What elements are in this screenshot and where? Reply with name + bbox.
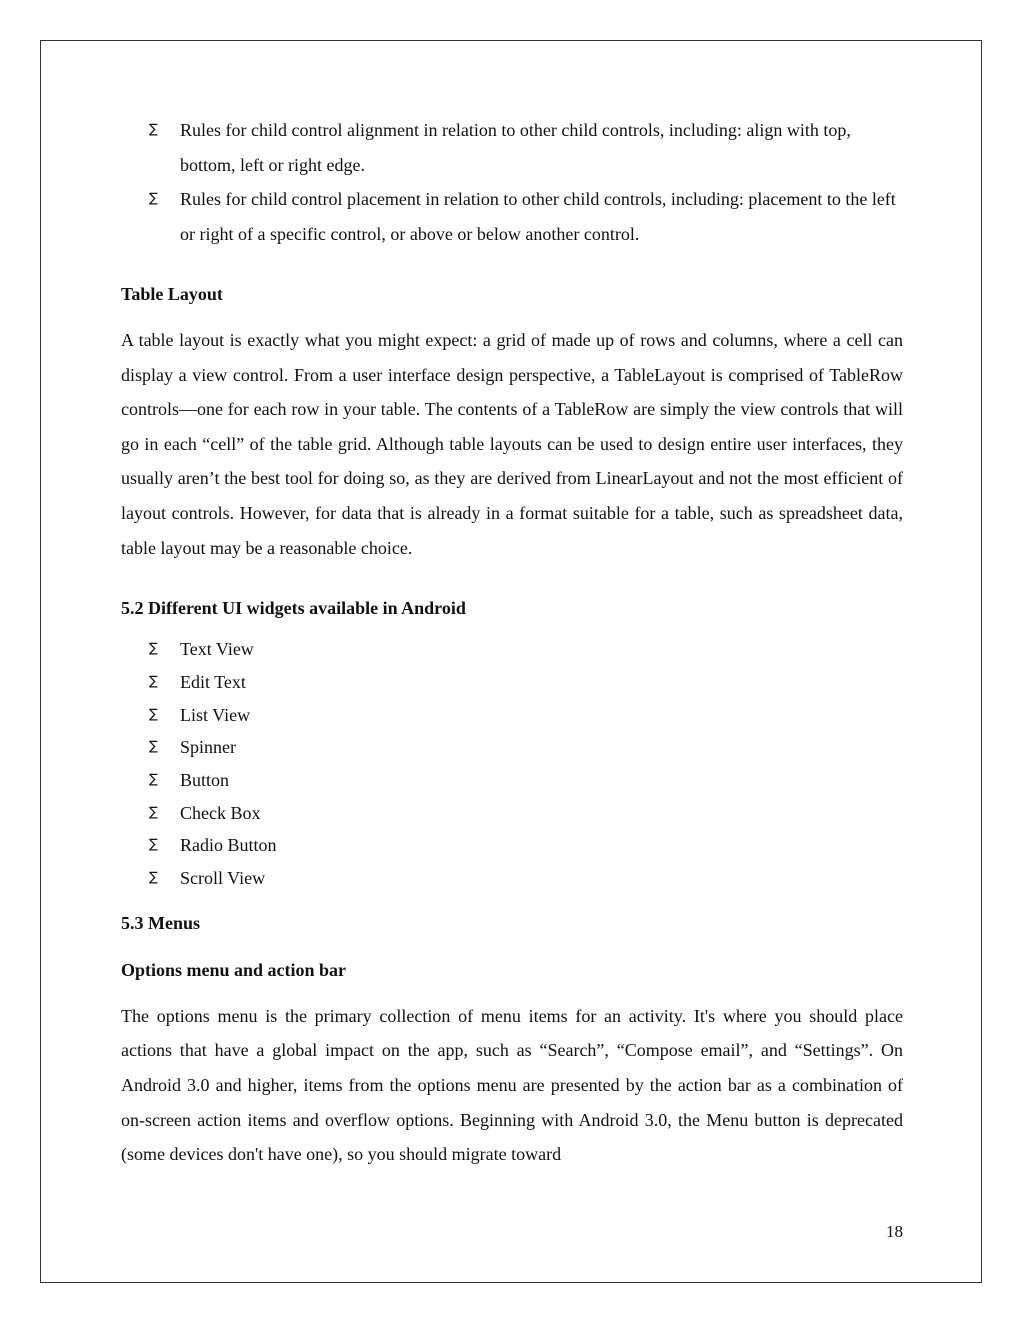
list-item-text: Check Box xyxy=(180,802,261,823)
section-heading-menus: 5.3 Menus xyxy=(121,912,201,933)
list-item xyxy=(121,764,903,797)
list-item xyxy=(121,633,903,666)
section-heading-table-layout: Table Layout xyxy=(121,284,223,304)
list-item xyxy=(121,862,903,895)
options-menu-paragraph: The options menu is the primary collection of menu items for an activity. It's where you should place actions that have a global impact on the app, such as “Search”, “Compose email”, and “Settings”. On Android 3.0 and higher, items from the options menu are presented by the action bar as a combination of on-screen action items and overflow options. Beginning with Android 3.0, the Menu button is deprecated (some devices don't have one), so you should migrate toward xyxy=(121,1005,903,1165)
list-item xyxy=(121,699,903,732)
list-item-text: Scroll View xyxy=(180,868,266,889)
sigma-bullet-icon: ∑ xyxy=(149,641,158,657)
section-heading-ui-widgets: 5.2 Different UI widgets available in Android xyxy=(121,598,466,619)
sigma-bullet-icon: ∑ xyxy=(149,673,158,689)
sigma-bullet-icon: ∑ xyxy=(149,771,158,787)
document-body xyxy=(121,113,903,1172)
table-layout-paragraph: A table layout is exactly what you might expect: a grid of made up of rows and columns, where a cell can display a view control. From a user interface design perspective, a TableLayout is comprised of TableRow controls—one for each row in your table. The contents of a TableRow are simply the view controls that will go in each “cell” of the table grid. Although table layouts can be used to design entire user interfaces, they usually aren’t the best tool for doing so, as they are derived from LinearLayout and not the most efficient of layout controls. However, for data that is already in a format suitable for a table, such as spreadsheet data, table layout may be a reasonable choice. xyxy=(121,330,903,558)
list-item-text: List View xyxy=(180,704,251,725)
page-number: 18 xyxy=(886,1222,903,1241)
sigma-bullet-icon: ∑ xyxy=(149,870,158,886)
list-item xyxy=(121,731,903,764)
list-item-text: Edit Text xyxy=(180,671,246,692)
list-item xyxy=(121,182,903,251)
sigma-bullet-icon: ∑ xyxy=(149,706,158,722)
list-item-text: Text View xyxy=(180,639,254,660)
list-item xyxy=(121,797,903,830)
list-item-text: Spinner xyxy=(180,737,236,758)
list-item xyxy=(121,113,903,182)
sigma-bullet-icon: ∑ xyxy=(149,739,158,755)
list-item-text: Rules for child control alignment in relation to other child controls, including: align with top, bottom, left or right edge. xyxy=(180,120,851,175)
sigma-bullet-icon: ∑ xyxy=(149,837,158,853)
sigma-bullet-icon: ∑ xyxy=(149,804,158,820)
sigma-bullet-icon: ∑ xyxy=(149,191,158,206)
list-item-text: Rules for child control placement in relation to other child controls, including: placement to the left or right of a specific control, or above or below another control. xyxy=(180,189,896,244)
list-item-text: Button xyxy=(180,769,230,790)
list-item xyxy=(121,666,903,699)
intro-bullet-list xyxy=(121,113,903,251)
list-item-text: Radio Button xyxy=(180,835,277,856)
widgets-bullet-list xyxy=(121,633,903,895)
list-item xyxy=(121,829,903,862)
sigma-bullet-icon: ∑ xyxy=(149,122,158,137)
subheading-options-menu: Options menu and action bar xyxy=(121,959,347,980)
